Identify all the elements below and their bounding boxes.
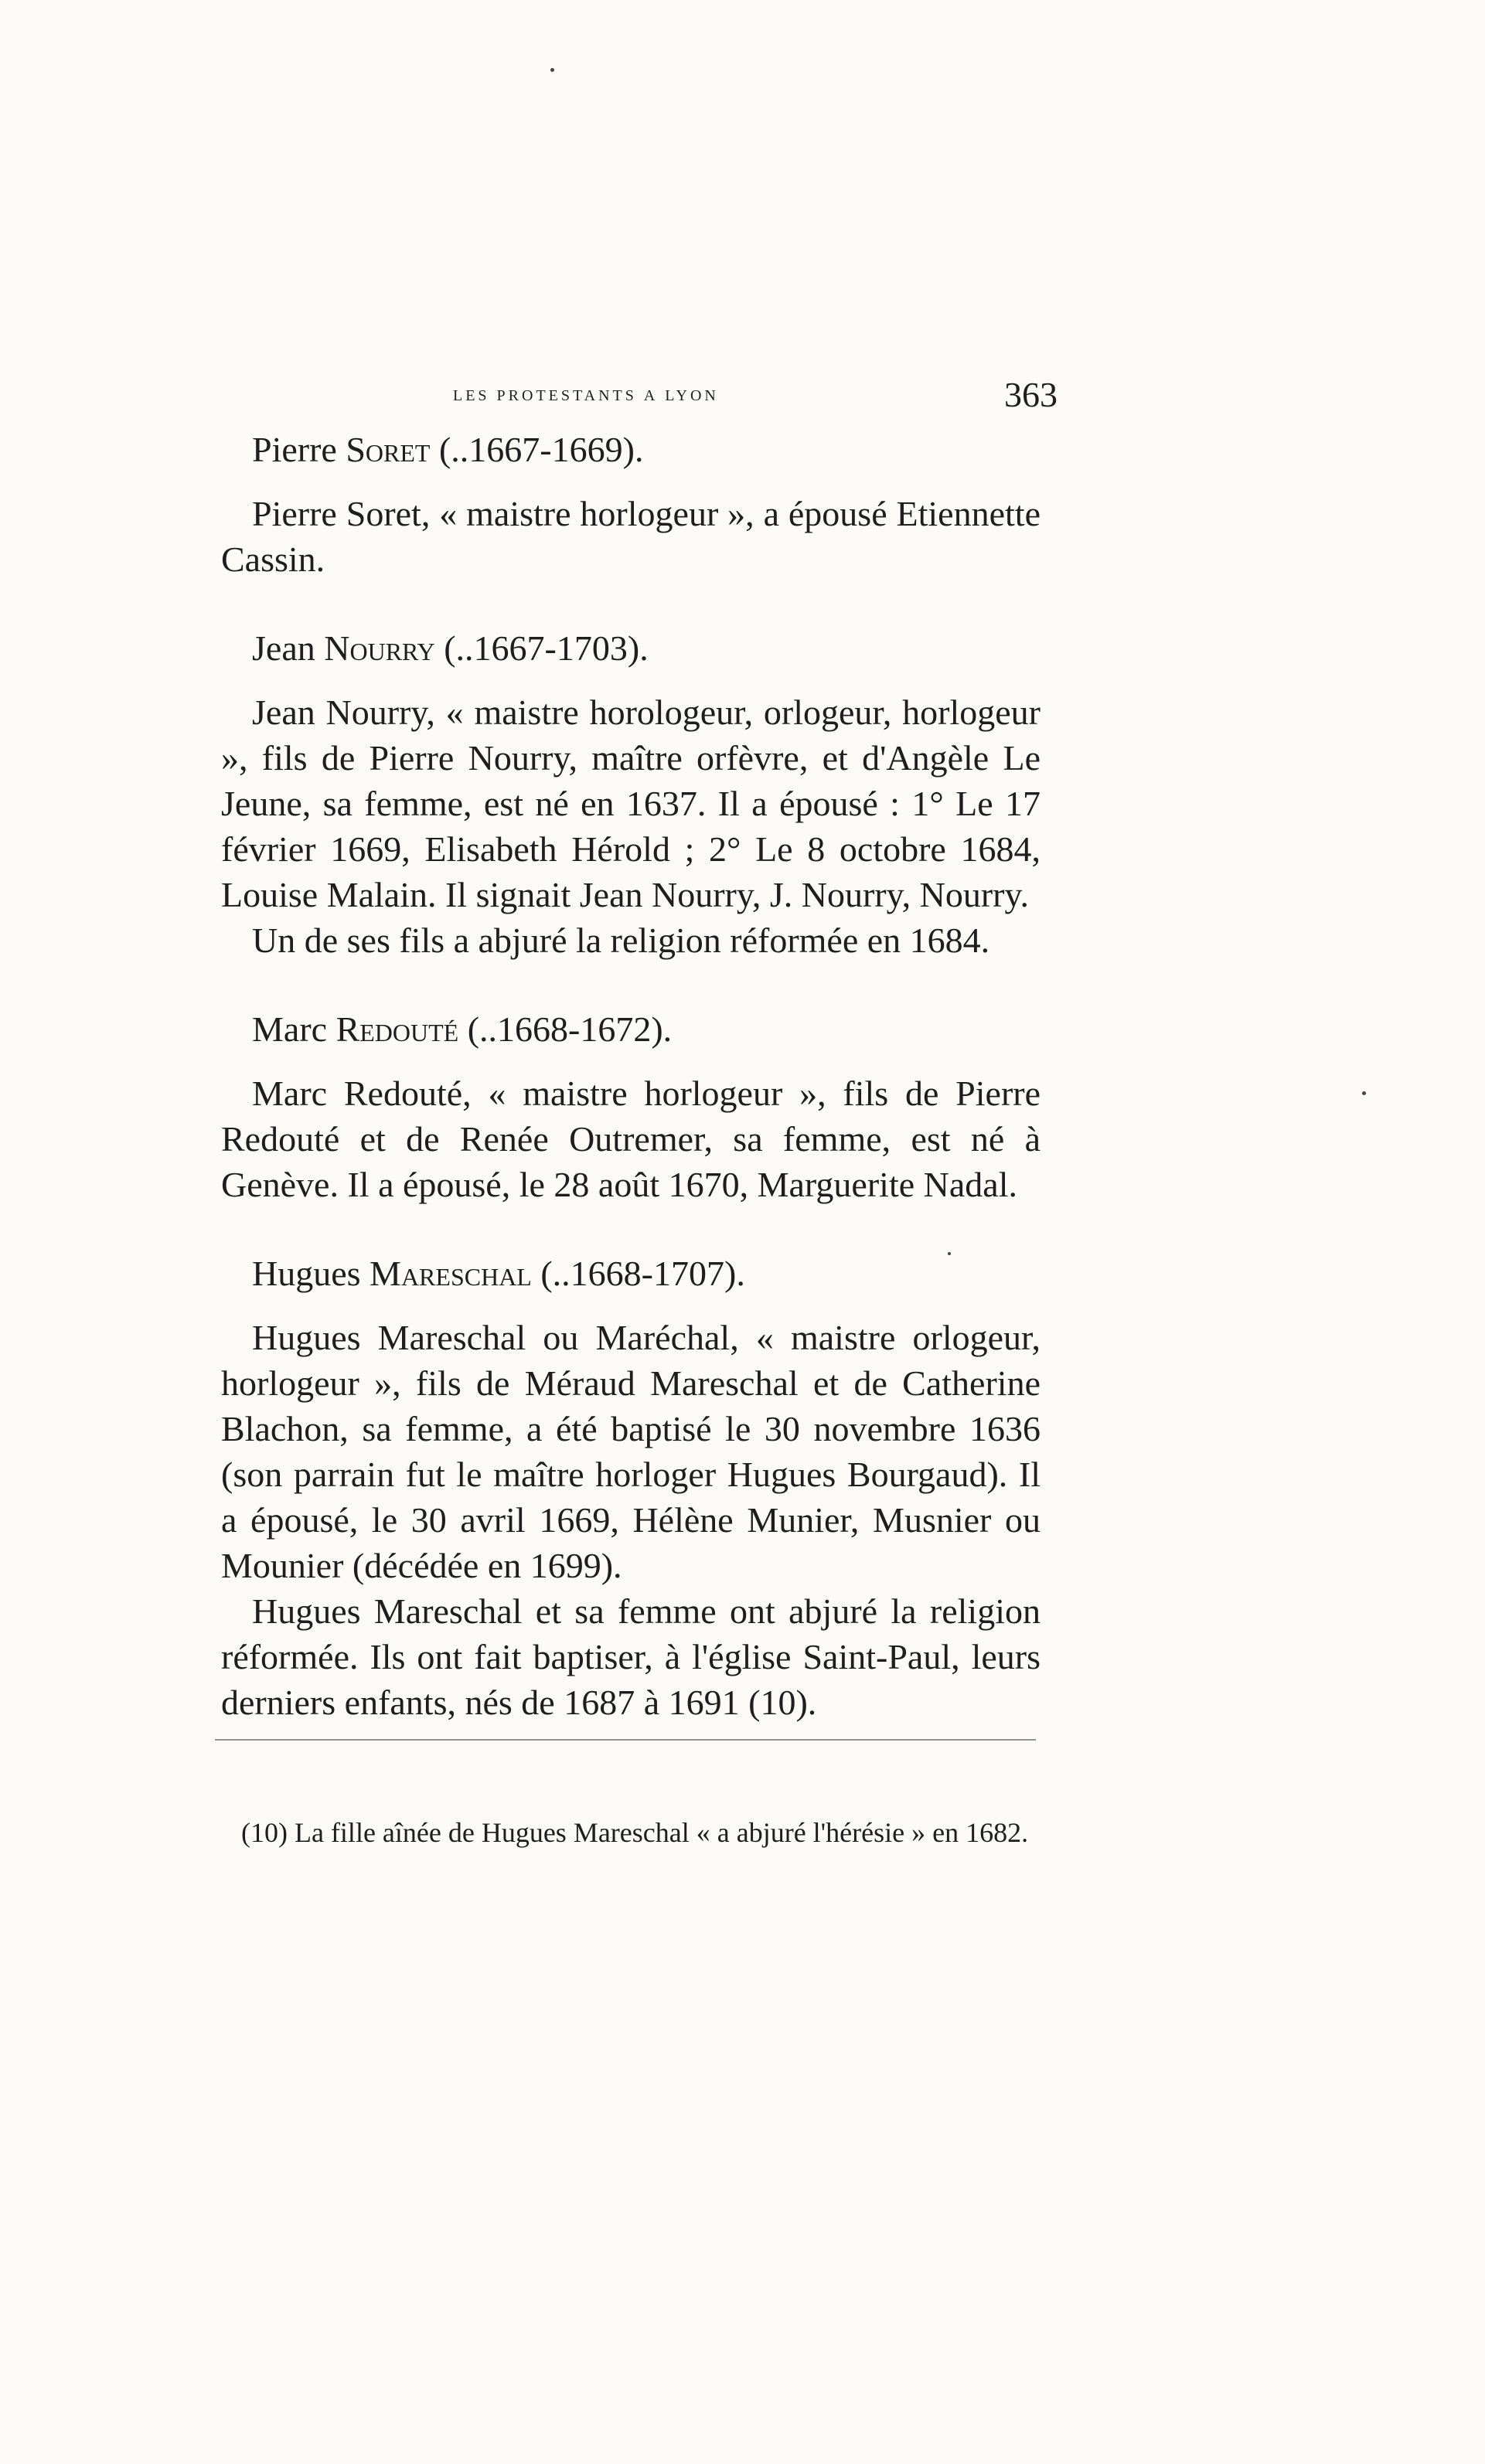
entry-paragraph: Marc Redouté, « maistre horlogeur », fils de Pierre Redouté et de Renée Outremer, sa femme, est né à Genève. Il a épousé, le 28 août 1670, Marguerite Nadal. [221, 1074, 1041, 1204]
entry-surname: Mareschal [370, 1254, 532, 1293]
entry-mareschal [221, 1251, 1041, 1725]
entry-title: Pierre Soret (..1667-1669). [252, 430, 644, 469]
entry-surname: Nourry [324, 628, 435, 668]
entry-title: Jean Nourry (..1667-1703). [252, 628, 649, 668]
entry-soret [221, 427, 1041, 582]
entry-redoute [221, 1006, 1041, 1207]
page-number: 363 [1004, 375, 1058, 414]
paper-speck [1362, 1091, 1366, 1095]
entry-title: Hugues Mareschal (..1668-1707). [252, 1254, 745, 1293]
paper-speck [948, 1252, 951, 1255]
paper-speck [550, 68, 554, 72]
footnote: (10) La fille aînée de Hugues Mareschal « a abjuré l'hérésie » en 1682. [241, 1817, 1029, 1848]
page-body [221, 427, 1041, 1725]
entry-paragraph: Pierre Soret, « maistre horlogeur », a épousé Etiennette Cassin. [221, 494, 1041, 579]
entry-title: Marc Redouté (..1668-1672). [252, 1009, 673, 1049]
entry-paragraph: Hugues Mareschal et sa femme ont abjuré la religion réformée. Ils ont fait baptiser, à l'église Saint-Paul, leurs derniers enfants, nés de 1687 à 1691 (10). [221, 1591, 1041, 1722]
entry-surname: Soret [346, 430, 431, 469]
footnote-rule [215, 1739, 1036, 1741]
entry-paragraph: Jean Nourry, « maistre horologeur, orlogeur, horlogeur », fils de Pierre Nourry, maître orfèvre, et d'Angèle Le Jeune, sa femme, est né en 1637. Il a épousé : 1° Le 17 février 1669, Elisabeth Hérold ; 2° Le 8 octobre 1684, Louise Malain. Il signait Jean Nourry, J. Nourry, Nourry. [221, 693, 1041, 914]
entry-surname: Redouté [335, 1009, 459, 1049]
entry-nourry [221, 625, 1041, 963]
entry-paragraph: Un de ses fils a abjuré la religion réformée en 1684. [252, 921, 990, 960]
entry-paragraph: Hugues Mareschal ou Maréchal, « maistre orlogeur, horlogeur », fils de Méraud Mareschal et de Catherine Blachon, sa femme, a été baptisé le 30 novembre 1636 (son parrain fut le maître horloger Hugues Bourgaud). Il a épousé, le 30 avril 1669, Hélène Munier, Musnier ou Mounier (décédée en 1699). [221, 1318, 1041, 1585]
page-header [221, 374, 1058, 420]
running-head: les protestants a lyon [453, 382, 719, 406]
